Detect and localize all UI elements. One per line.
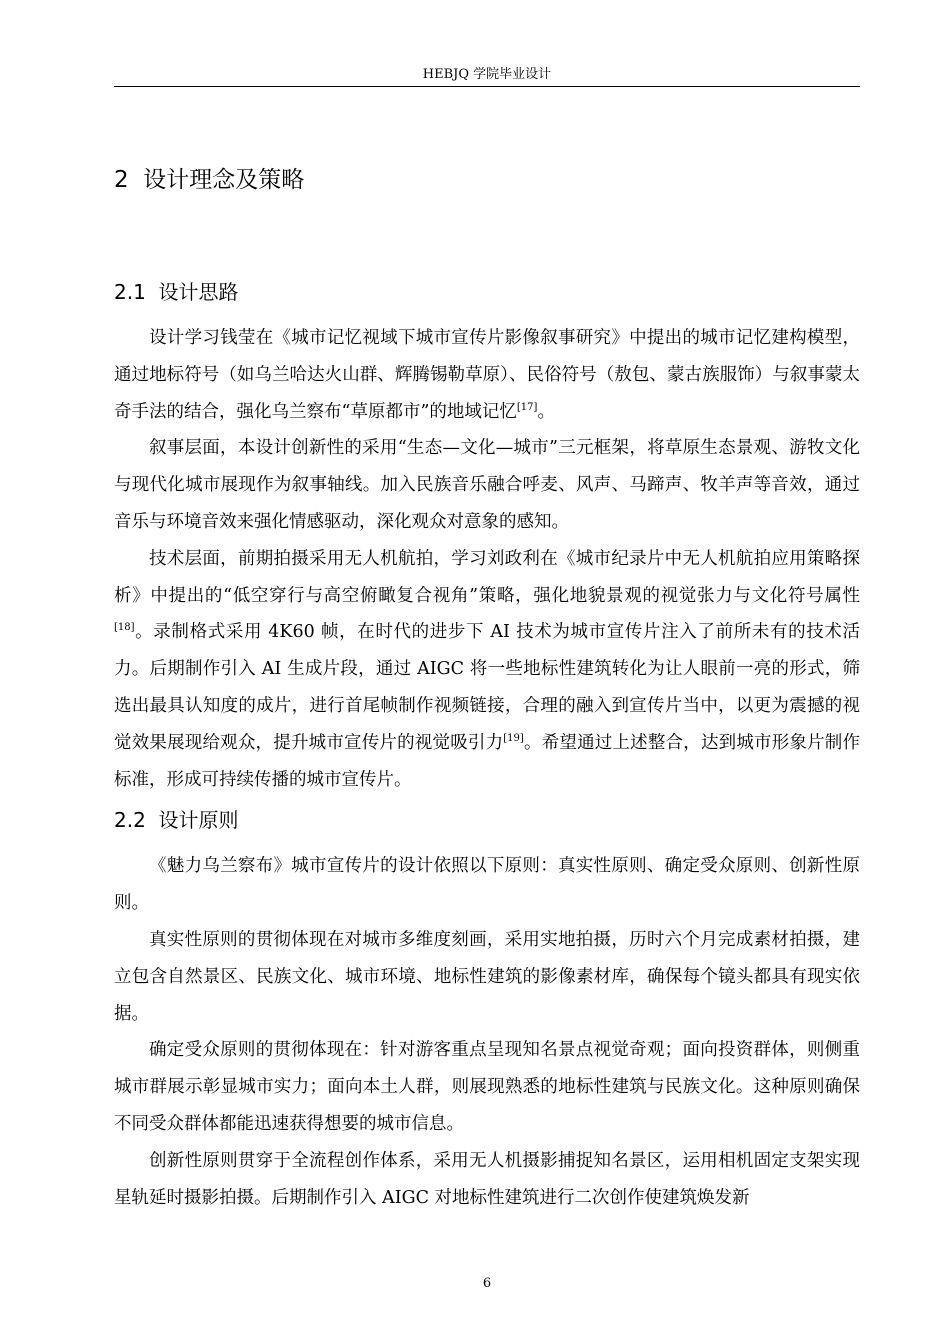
paragraph: [114, 320, 860, 430]
section-number: 2.2: [114, 808, 146, 833]
paragraph-text: 技术层面，前期拍摄采用无人机航拍，学习刘政利在《城市纪录片中无人机航拍应用策略探析》中提出的“低空穿行与高空俯瞰复合视角”策略，强化地貌景观的视觉张力与文化符号属性: [114, 548, 860, 606]
paragraph-text: 设计学习钱莹在《城市记忆视域下城市宣传片影像叙事研究》中提出的城市记忆建构模型，通过地标符号（如乌兰哈达火山群、辉腾锡勒草原）、民俗符号（敖包、蒙古族服饰）与叙事蒙太奇手法的结合，强化乌兰察布“草原都市”的地域记忆: [114, 328, 860, 422]
page-number: [114, 1276, 860, 1291]
page-number-text: 6: [482, 1276, 492, 1291]
section-title: 设计原则: [158, 808, 239, 833]
paragraph-tail: 。希望通过上述整合，达到城市形象片制作标准，形成可持续传播的城市宣传片。: [114, 732, 861, 790]
paragraph-text: 《魅力乌兰察布》城市宣传片的设计依照以下原则：真实性原则、确定受众原则、创新性原则。: [114, 856, 860, 914]
paragraph: [114, 922, 860, 1032]
chapter-title: 设计理念及策略: [143, 167, 305, 193]
paragraph-tail: 。: [537, 401, 555, 422]
page-content: [114, 160, 860, 1216]
section-heading-2-2: [114, 802, 860, 838]
paragraph: [114, 430, 860, 540]
section-number: 2.1: [114, 280, 146, 304]
paragraph-tail: 。录制格式采用 4K60 帧，在时代的进步下 AI 技术为城市宣传片注入了前所未有的技术活力。后期制作引入 AI 生成片段，通过 AIGC 将一些地标性建筑转化为让人眼前一亮的形式，筛选出最具认知度的成片，进行首尾帧制作视频链接，合理的融入到宣传片当中，以更为震撼的视觉效果展现给观众，提升城市宣传片的视觉吸引力: [114, 622, 860, 753]
section-heading-2-1: [114, 274, 860, 310]
paragraph-text: 真实性原则的贯彻体现在对城市多维度刻画，采用实地拍摄，历时六个月完成素材拍摄，建立包含自然景区、民族文化、城市环境、地标性建筑的影像素材库，确保每个镜头都具有现实依据。: [114, 929, 860, 1024]
citation-ref: [19]: [503, 732, 524, 744]
paragraph: [114, 541, 860, 799]
chapter-heading: [114, 160, 860, 200]
paragraph-text: 叙事层面，本设计创新性的采用“生态—文化—城市”三元框架，将草原生态景观、游牧文化与现代化城市展现作为叙事轴线。加入民族音乐融合呼麦、风声、马蹄声、牧羊声等音效，通过音乐与环境音效来强化情感驱动，深化观众对意象的感知。: [114, 438, 860, 532]
paragraph: [114, 1032, 860, 1142]
header-title: HEBJQ 学院毕业设计: [422, 67, 552, 82]
citation-ref: [18]: [114, 622, 135, 634]
paragraph: [114, 1143, 860, 1217]
citation-ref: [17]: [516, 401, 538, 413]
section-title: 设计思路: [158, 280, 239, 304]
paragraph-text: 确定受众原则的贯彻体现在：针对游客重点呈现知名景点视觉奇观；面向投资群体，则侧重城市群展示彰显城市实力；面向本土人群，则展现熟悉的地标性建筑与民族文化。这种原则确保不同受众群体都能迅速获得想要的城市信息。: [114, 1040, 860, 1134]
paragraph-text: 创新性原则贯穿于全流程创作体系，采用无人机摄影捕捉知名景区，运用相机固定支架实现星轨延时摄影拍摄。后期制作引入 AIGC 对地标性建筑进行二次创作使建筑焕发新: [114, 1150, 860, 1208]
chapter-number: 2: [114, 167, 129, 193]
paragraph: [114, 848, 860, 922]
header-rule: [114, 86, 860, 87]
page-header: [114, 66, 860, 84]
